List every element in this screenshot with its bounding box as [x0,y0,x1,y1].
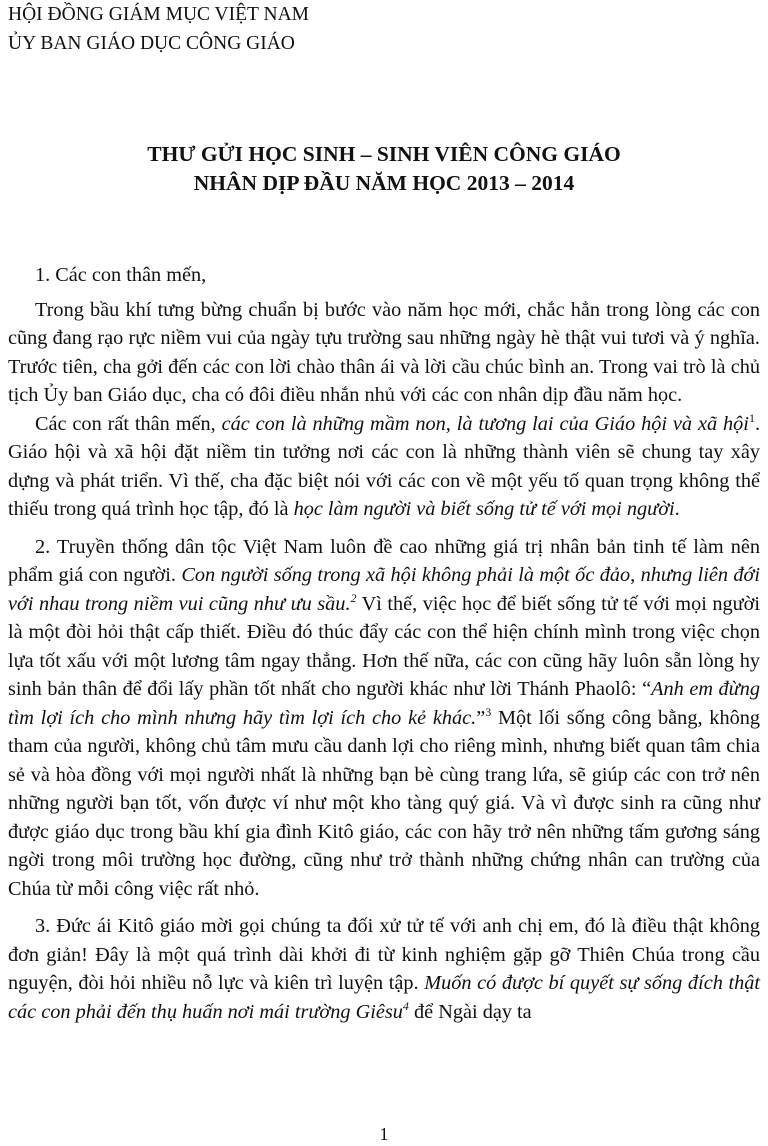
paragraph-text: Vì thế, việc học để biết sống tử tế với mọi người là một đòi hỏi thật cấp thiết. Điều đó thúc đẩy các con thể hiện chính mình trong việc chọn lựa tốt xấu với một lương tâm ngay thẳng. Hơn thế nữa, các con cũng hãy luôn sẵn lòng hy sinh bản thân để đổi lấy phần tốt nhất cho người khác như lời Thánh Phaolô: “ [8,592,760,700]
italic-emphasis: học làm người và biết sống tử tế với mọi người [293,498,675,520]
paragraph-intro: Trong bầu khí tưng bừng chuẩn bị bước vào năm học mới, chắc hẳn trong lòng các con cũng đang rạo rực niềm vui của ngày tựu trường sau những ngày hè thật vui tươi và ý nghĩa. Trước tiên, cha gởi đến các con lời chào thân ái và lời cầu chúc bình an. Trong vai trò là chủ tịch Ủy ban Giáo dục, cha có đôi điều nhắn nhủ với các con nhân dịp đầu năm học. [8,298,760,406]
committee-name: ỦY BAN GIÁO DỤC CÔNG GIÁO [8,33,295,54]
letter-title-line-2: NHÂN DỊP ĐẦU NĂM HỌC 2013 – 2014 [193,171,575,195]
organization-name: HỘI ĐỒNG GIÁM MỤC VIỆT NAM [8,4,309,25]
paragraph-text: để Ngài dạy ta [408,1000,532,1023]
footnote-marker: 1 [748,410,755,425]
paragraph-text: 2. Truyền thống dân tộc Việt Nam luôn đề cao những giá trị nhân bản tinh tế làm nên phẩm giá con người. [8,535,760,586]
paragraph-text: Một lối sống công bằng, không tham của người, không chủ tâm mưu cầu danh lợi cho riêng mình, nhưng biết quan tâm chia sẻ và hòa đồng với mọi người nhất là những bạn bè cùng trang lứa, sẽ giúp các con trở nên những người bạn tốt, vốn được ví như một kho tàng quý giá. Và vì được sinh ra cũng như được giáo dục trong bầu khí gia đình Kitô giáo, các con hãy trở nên những tấm gương sáng ngời trong môi trường học đường, cũng như trở thành những chứng nhân can trường của Chúa từ mỗi công việc rất nhỏ. [8,706,761,900]
italic-quote: Anh em đừng tìm lợi ích cho mình nhưng hãy tìm lợi ích cho kẻ khác. [8,678,760,729]
paragraph-text: ” [476,706,486,729]
footnote-marker: 2 [350,590,357,605]
footnote-marker: 3 [485,704,492,719]
letter-body [8,261,760,1026]
page-number: 1 [379,1124,389,1144]
italic-quote: Con người sống trong xã hội không phải là một ốc đảo, nhưng liên đới với nhau trong niềm vui cũng như ưu sầu. [8,564,760,615]
paragraph-text: . [674,498,680,520]
italic-quote: Muốn có được bí quyết sự sống đích thật các con phải đến thụ huấn nơi mái trường Giêsu [8,972,760,1023]
italic-quote: các con là những mầm non, là tương lai của Giáo hội và xã hội [221,412,749,435]
paragraph-text: Các con rất thân mến, [35,412,222,435]
paragraph-text: 3. Đức ái Kitô giáo mời gọi chúng ta đối xử tử tế với anh chị em, đó là điều thật không đơn giản! Đây là một quá trình dài khởi đi từ kinh nghiệm gặp gỡ Thiên Chúa trong cầu nguyện, đòi hỏi nhiều nỗ lực và kiên trì luyện tập. [8,915,760,994]
paragraph-section-3 [8,912,760,1026]
letter-title-line-1: THƯ GỬI HỌC SINH – SINH VIÊN CÔNG GIÁO [147,142,621,166]
paragraph-section-2 [8,533,760,904]
paragraph-text: . Giáo hội và xã hội đặt niềm tin tưởng nơi các con là những thành viên sẽ chung tay xây dựng và phát triển. Vì thế, cha đặc biệt nói với các con về một yếu tố quan trọng không thể thiếu trong quá trình học tập, đó là [8,412,761,520]
salutation-paragraph: 1. Các con thân mến, [35,264,207,286]
footnote-marker: 4 [402,998,409,1013]
paragraph-mam-non [8,410,760,524]
